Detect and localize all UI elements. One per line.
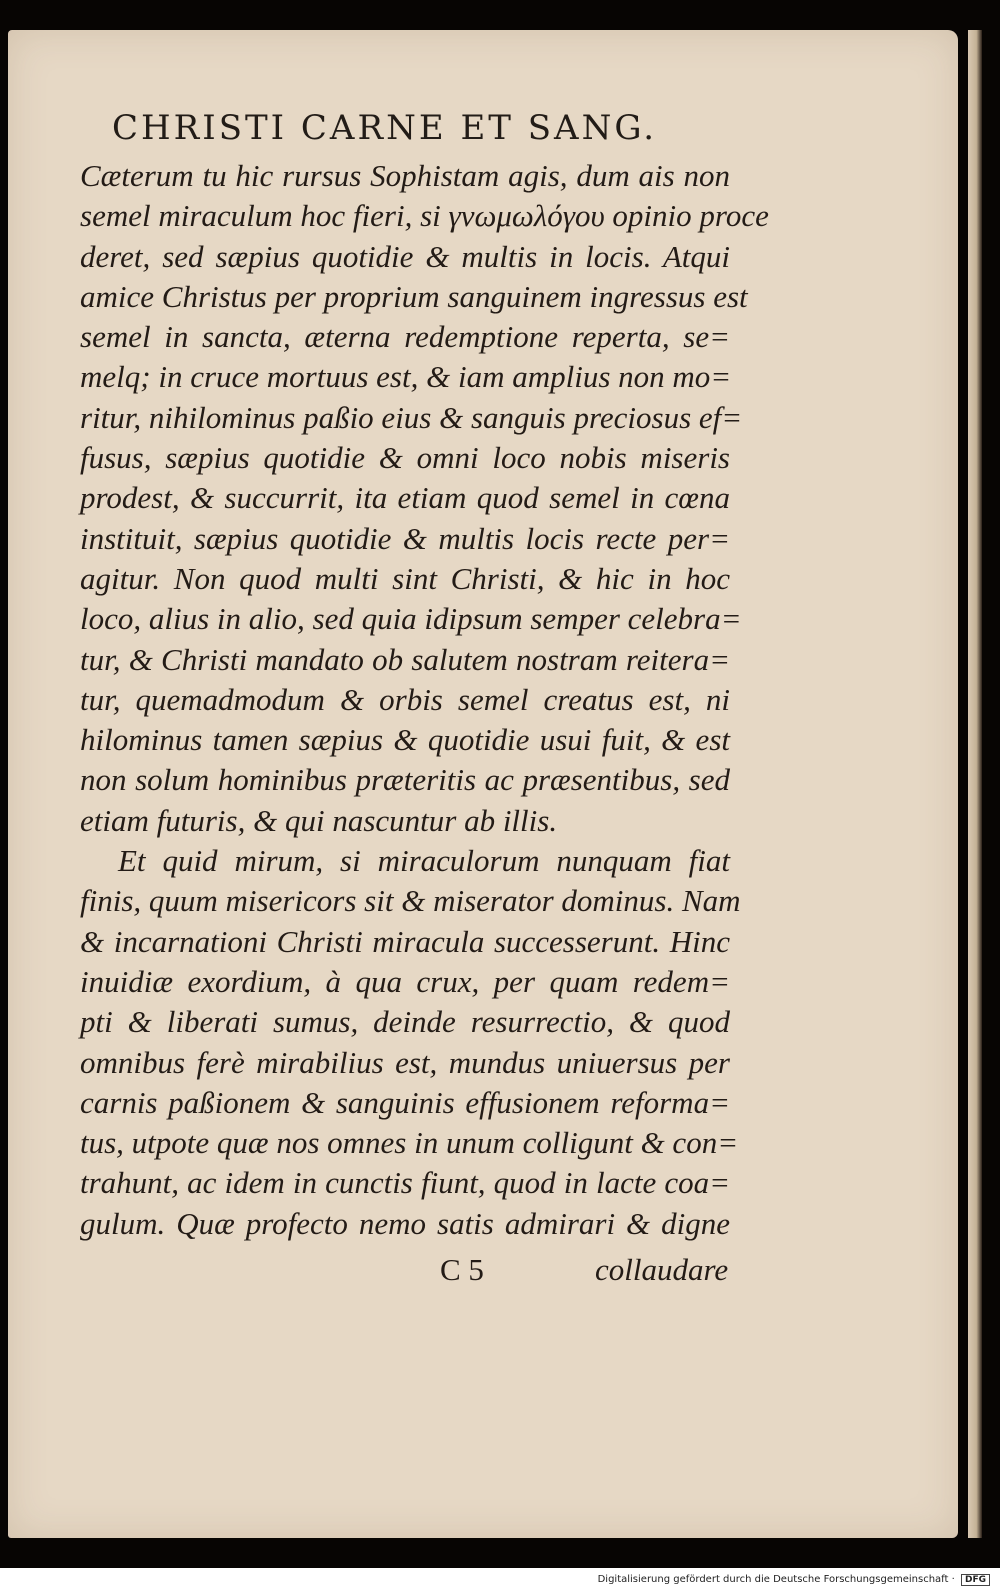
text-line: inuidiæ exordium, à qua crux, per quam redem= (80, 963, 730, 999)
signature-mark: C 5 (440, 1252, 484, 1287)
text-line: tur, & Christi mandato ob salutem nostram reitera= (80, 641, 730, 677)
text-line: gulum. Quæ profecto nemo satis admirari & digne (80, 1205, 730, 1241)
text-line: prodest, & succurrit, ita etiam quod semel in cœna (80, 480, 730, 516)
text-line: ritur, nihilominus paßio eius & sanguis preciosus ef= (80, 399, 743, 435)
text-line: agitur. Non quod multi sint Christi, & hic in hoc (80, 560, 730, 596)
text-line: tur, quemadmodum & orbis semel creatus est, ni (80, 681, 730, 717)
text-line: melq; in cruce mortuus est, & iam amplius non mo= (80, 359, 732, 395)
page-edge (968, 30, 982, 1538)
text-line: etiam futuris, & qui nascuntur ab illis. (80, 802, 558, 838)
text-line: hilominus tamen sæpius & quotidie usui fuit, & est (80, 722, 730, 758)
text-line: omnibus ferè mirabilius est, mundus uniuersus per (80, 1044, 730, 1080)
text-line: deret, sed sæpius quotidie & multis in locis. Atqui (80, 238, 730, 274)
text-line: carnis paßionem & sanguinis effusionem reforma= (80, 1084, 730, 1120)
running-head: CHRISTI CARNE ET SANG. (112, 108, 658, 148)
text-line: pti & liberati sumus, deinde resurrectio, & quod (80, 1004, 730, 1040)
text-line: semel in sancta, æterna redemptione reperta, se= (80, 319, 730, 355)
text-line: tus, utpote quæ nos omnes in unum colligunt & con= (80, 1125, 739, 1161)
text-line: semel miraculum hoc fieri, si γνωμωλόγου opinio proce (80, 198, 769, 234)
credit-text: Digitalisierung gefördert durch die Deutsche Forschungsgemeinschaft · (597, 1574, 955, 1585)
text-line: amice Christus per proprium sanguinem ingressus est (80, 278, 748, 314)
text-line: Et quid mirum, si miraculorum nunquam fiat (118, 843, 730, 879)
dfg-logo: DFG (961, 1574, 990, 1586)
text-line: Cæterum tu hic rursus Sophistam agis, dum ais non (80, 158, 730, 193)
body-text (80, 156, 769, 1244)
text-line: trahunt, ac idem in cunctis fiunt, quod in lacte coa= (80, 1165, 730, 1201)
text-line: non solum hominibus præteritis ac præsentibus, sed (80, 762, 730, 798)
text-line: & incarnationi Christi miracula successerunt. Hinc (80, 923, 730, 959)
digitization-credit (598, 1574, 990, 1586)
text-line: fusus, sæpius quotidie & omni loco nobis miseris (80, 440, 730, 476)
text-line: finis, quum misericors sit & miserator dominus. Nam (80, 883, 741, 919)
catchword: collaudare (595, 1252, 729, 1287)
text-line: instituit, sæpius quotidie & multis locis recte per= (80, 520, 730, 556)
text-line: loco, alius in alio, sed quia idipsum semper celebra= (80, 601, 742, 637)
